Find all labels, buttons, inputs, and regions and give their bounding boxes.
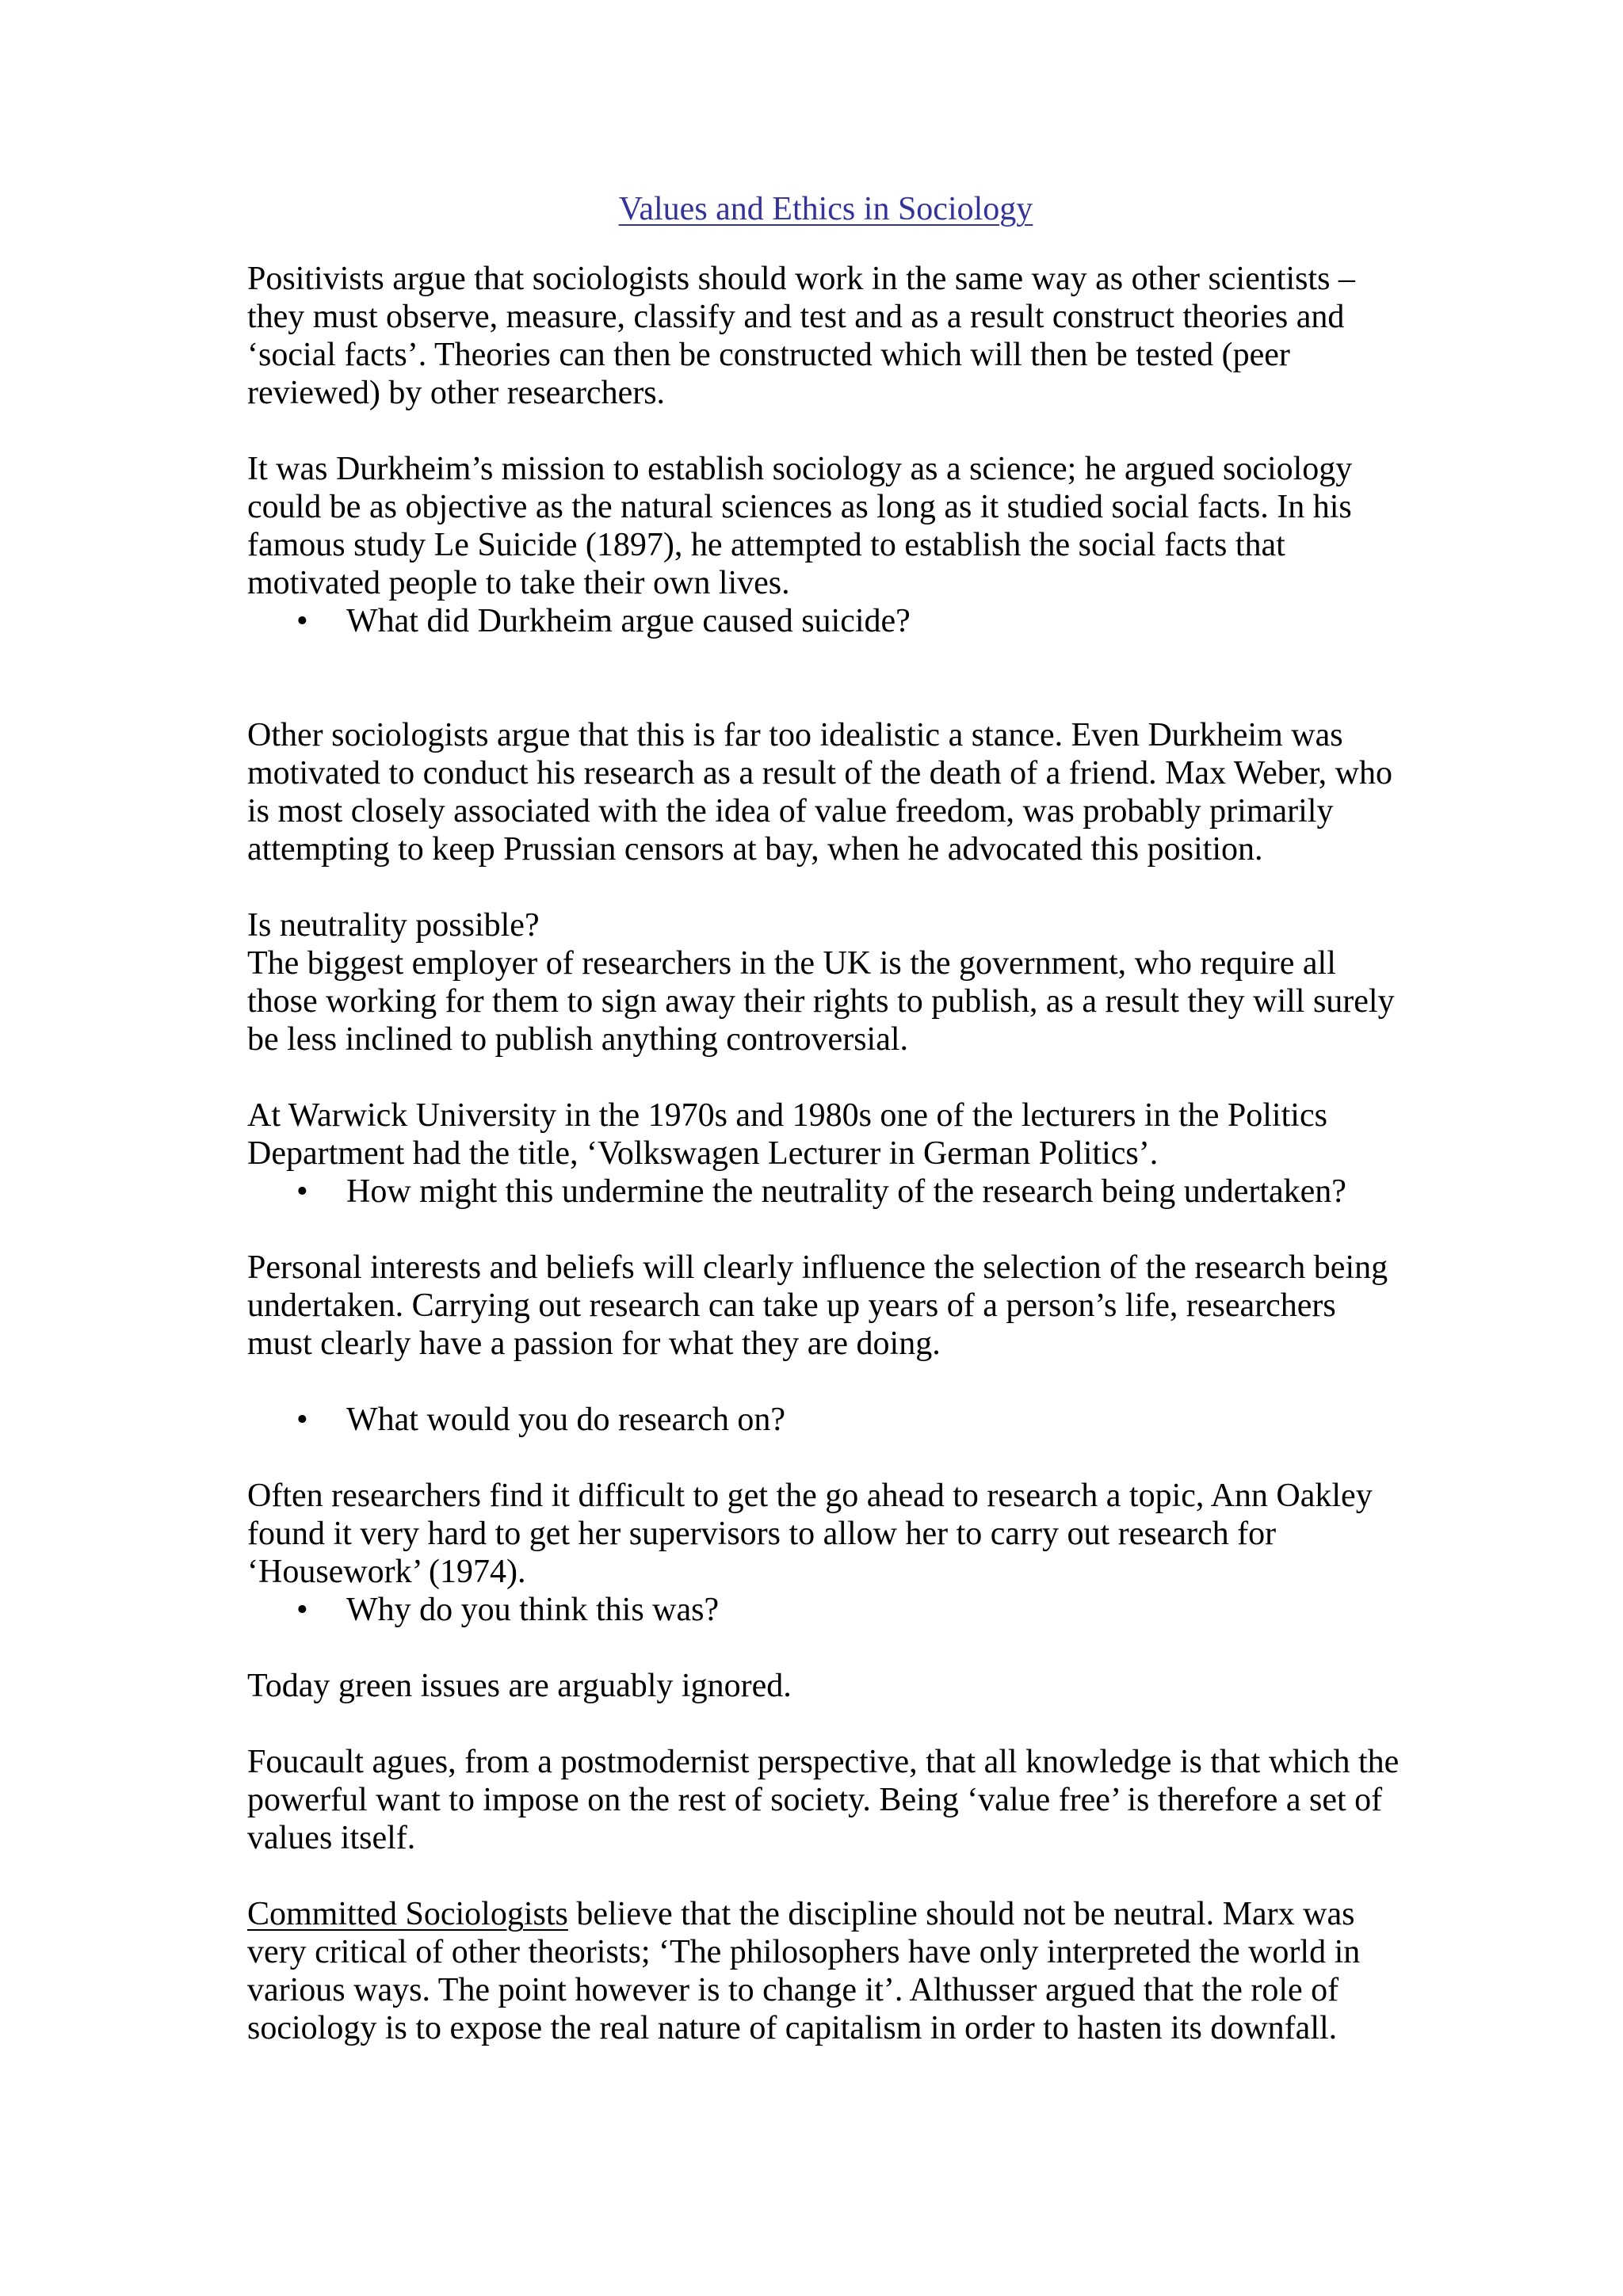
committed-sociologists-term: Committed Sociologists <box>247 1896 568 1932</box>
paragraph-other-sociologists: Other sociologists argue that this is far too idealistic a stance. Even Durkheim was motivated to conduct his research as a result of the death of a friend. Max Weber, who is most closely associated with the idea of value freedom, was probably primarily attempting to keep Prussian censors at bay, when he advocated this position. <box>247 717 1393 868</box>
paragraph-personal-interests: Personal interests and beliefs will clearly influence the selection of the research being undertaken. Carrying out research can take up years of a person’s life, researchers must clearly have a passion for what they are doing. <box>247 1249 1388 1362</box>
committed-sociologists-text: believe that the discipline should not be neutral. Marx was very critical of other theorists; ‘The philosophers have only interpreted the world in various ways. The point however is to change it’. Althusser argued that the role of sociology is to expose the real nature of capitalism in order to hasten its downfall. <box>247 1896 1361 2046</box>
paragraph-positivists: Positivists argue that sociologists should work in the same way as other scientists – they must observe, measure, classify and test and as a result construct theories and ‘social facts’. Theories can then be constructed which will then be tested (peer reviewed) by other researchers. <box>247 261 1355 411</box>
question-why: • Why do you think this was? <box>247 1591 1404 1629</box>
question-list-2 <box>247 1173 1404 1211</box>
question-list-3 <box>247 1401 1404 1439</box>
paragraph-committed-sociologists <box>247 1895 1404 2047</box>
document-title <box>247 190 1404 228</box>
paragraph-warwick: At Warwick University in the 1970s and 1980s one of the lecturers in the Politics Department had the title, ‘Volkswagen Lecturer in German Politics’. <box>247 1097 1327 1172</box>
question-research-topic: • What would you do research on? <box>247 1401 1404 1439</box>
heading-neutrality: Is neutrality possible? <box>247 907 540 944</box>
paragraph-oakley: Often researchers find it difficult to get the go ahead to research a topic, Ann Oakley found it very hard to get her supervisors to allow her to carry out research for ‘Housework’ (1974). <box>247 1478 1373 1590</box>
document-page <box>247 190 1404 2047</box>
paragraph-green-issues: Today green issues are arguably ignored. <box>247 1668 792 1704</box>
question-neutrality: • How might this undermine the neutrality of the research being undertaken? <box>247 1173 1404 1211</box>
paragraph-foucault: Foucault agues, from a postmodernist perspective, that all knowledge is that which the powerful want to impose on the rest of society. Being ‘value free’ is therefore a set of values itself. <box>247 1744 1400 1856</box>
question-list-4 <box>247 1591 1404 1629</box>
paragraph-durkheim: It was Durkheim’s mission to establish sociology as a science; he argued sociology could be as objective as the natural sciences as long as it studied social facts. In his famous study Le Suicide (1897), he attempted to establish the social facts that motivated people to take their own lives. <box>247 451 1353 601</box>
spacer <box>247 640 1404 716</box>
question-durkheim-suicide: • What did Durkheim argue caused suicide? <box>247 602 1404 640</box>
title-link[interactable]: Values and Ethics in Sociology <box>618 191 1033 227</box>
paragraph-government-employer: The biggest employer of researchers in the UK is the government, who require all those working for them to sign away their rights to publish, as a result they will surely be less inclined to publish anything controversial. <box>247 945 1395 1058</box>
question-list-1 <box>247 602 1404 640</box>
